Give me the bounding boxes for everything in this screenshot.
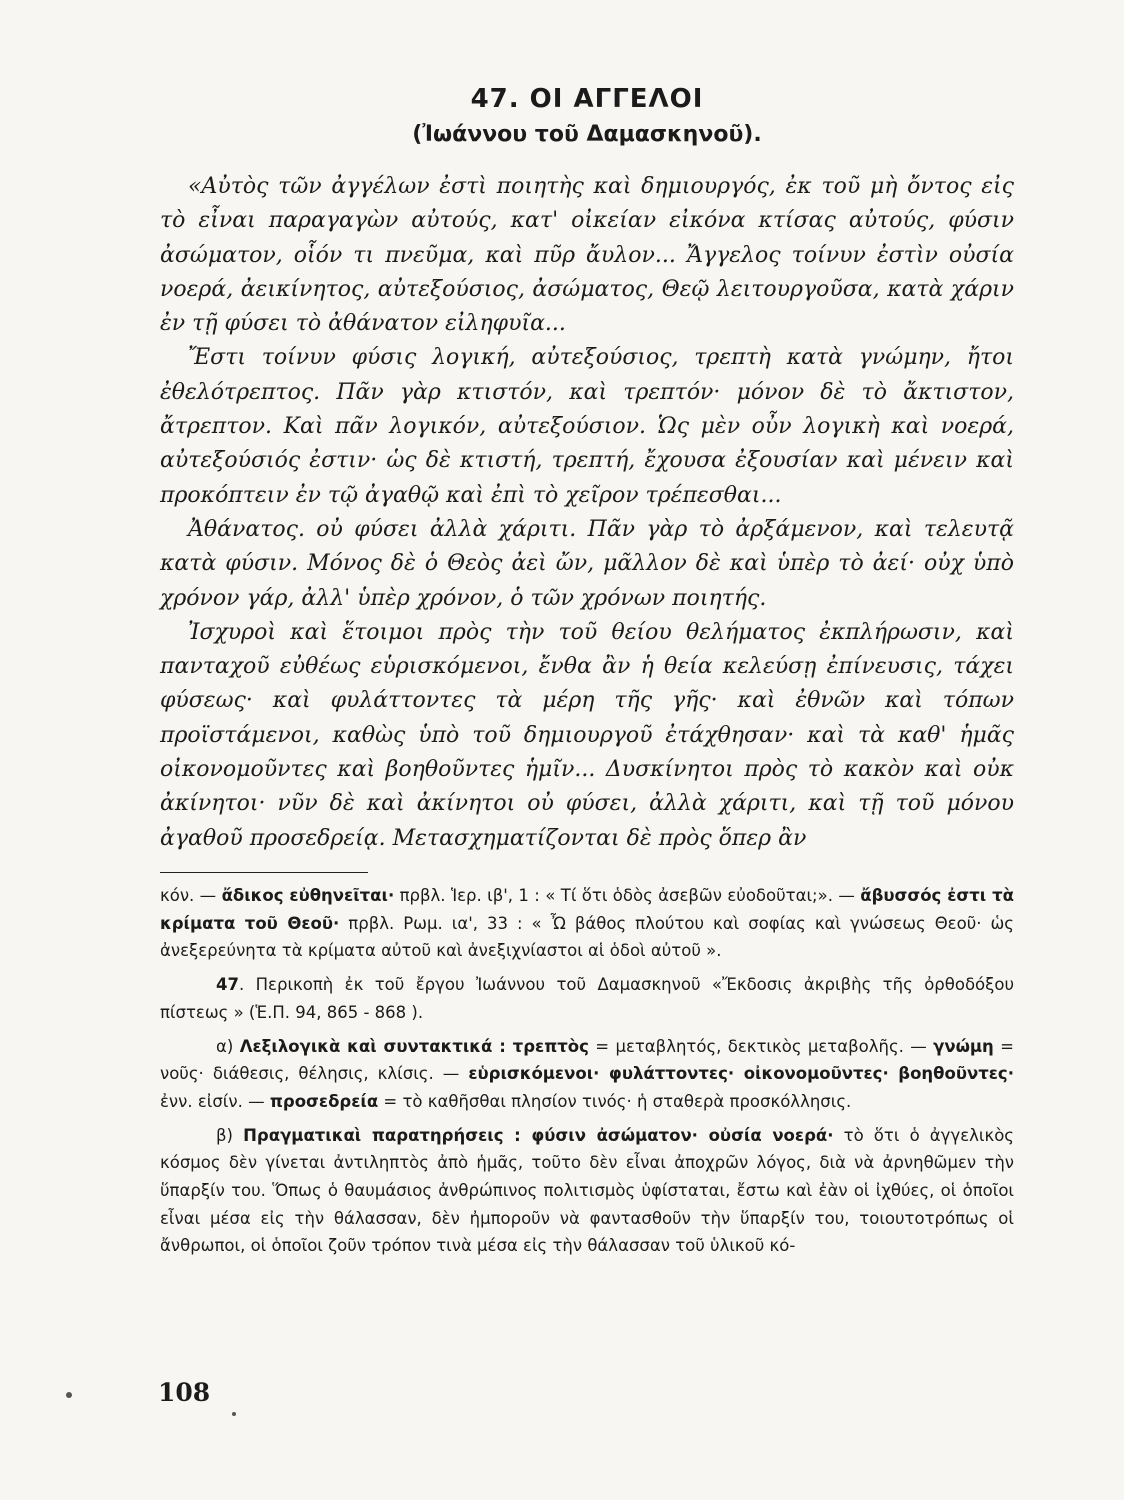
note-lexical: α) Λεξιλογικὰ καὶ συντακτικά : τρεπτὸς = μεταβλητός, δεκτικὸς μεταβολῆς. — γνώμη = νοῦς· διάθεσις, θέλησις, κλίσις. — εὑρισκόμενοι· φυλάττοντες· οἰκονομοῦντες· βοηθοῦντες· ἐνν. εἰσίν. — προσεδρεία = τὸ καθῆσθαι πλησίον τινός· ἡ σταθερὰ προσκόλλησις.: [160, 1036, 1014, 1111]
note-number: 47: [216, 975, 239, 995]
scan-dot: [232, 1412, 236, 1416]
commentary: [160, 882, 1014, 1260]
term: ἄδικος εὐθηνεῖται·: [221, 886, 395, 905]
note-factual: β) Πραγματικαὶ παρατηρήσεις : φύσιν ἀσώματον· οὐσία νοερά· τὸ ὅτι ὁ ἀγγελικὸς κόσμος δὲν γίνεται ἀντιληπτὸς ἀπὸ ἡμᾶς, τοῦτο δὲν εἶναι ἀποχρῶν λόγος, διὰ νὰ ἀρνηθῶμεν τὴν ὕπαρξίν του. Ὅπως ὁ θαυμάσιος ἀνθρώπινος πολιτισμὸς ὑφίσταται, ἔστω καὶ ἐὰν οἱ ἰχθύες, οἱ ὁποῖοι εἶναι μέσα εἰς τὴν θάλασσαν, δὲν ἠμποροῦν νὰ φαντασθοῦν τὴν ὕπαρξίν του, τοιουτοτρόπως οἱ ἄνθρωποι, οἱ ὁποῖοι ζοῦν τρόπον τινὰ μέσα εἰς τὴν θάλασσαν τοῦ ὑλικοῦ κό-: [160, 1125, 1014, 1256]
paragraph: Ἔστι τοίνυν φύσις λογική, αὐτεξούσιος, τρεπτὴ κατὰ γνώμην, ἤτοι ἐθελότρεπτος. Πᾶν γὰρ κτιστόν, καὶ τρεπτόν· μόνον δὲ τὸ ἄκτιστον, ἄτρεπτον. Καὶ πᾶν λογικόν, αὐτεξούσιον. Ὡς μὲν οὖν λογικὴ καὶ νοερά, αὐτεξούσιός ἐστιν· ὡς δὲ κτιστή, τρεπτή, ἔχουσα ἐξουσίαν καὶ μένειν καὶ προκόπτειν ἐν τῷ ἀγαθῷ καὶ ἐπὶ τὸ χεῖρον τρέπεσθαι...: [160, 345, 1014, 508]
chapter-title: 47. ΟΙ ΑΓΓΕΛΟΙ: [470, 84, 704, 114]
term: εὑρισκόμενοι· φυλάττοντες· οἰκονομοῦντες· βοηθοῦντες·: [468, 1064, 1014, 1084]
main-text: [160, 170, 1014, 856]
page-number: 108: [158, 1378, 211, 1407]
term: ἄβυσσός ἐστι τὰ κρίματα τοῦ Θεοῦ·: [160, 886, 1014, 933]
term: Πραγματικαὶ παρατηρήσεις : φύσιν ἀσώματον· οὐσία νοερά·: [243, 1125, 834, 1145]
paragraph: Ἀθάνατος. οὐ φύσει ἀλλὰ χάριτι. Πᾶν γὰρ τὸ ἀρξάμενον, καὶ τελευτᾷ κατὰ φύσιν. Μόνος δὲ ὁ Θεὸς ἀεὶ ὤν, μᾶλλον δὲ καὶ ὑπὲρ τὸ ἀεί· οὐχ ὑπὸ χρόνον γάρ, ἀλλ' ὑπὲρ χρόνον, ὁ τῶν χρόνων ποιητής.: [160, 516, 1014, 611]
scan-dot: [66, 1392, 72, 1398]
paragraph: «Αὐτὸς τῶν ἀγγέλων ἐστὶ ποιητὴς καὶ δημιουργός, ἐκ τοῦ μὴ ὄντος εἰς τὸ εἶναι παραγαγὼν αὐτούς, κατ' οἰκείαν εἰκόνα κτίσας αὐτούς, φύσιν ἀσώματον, οἷόν τι πνεῦμα, καὶ πῦρ ἄυλον... Ἄγγελος τοίνυν ἐστὶν οὐσία νοερά, ἀεικίνητος, αὐτεξούσιος, ἀσώματος, Θεῷ λειτουργοῦσα, κατὰ χάριν ἐν τῇ φύσει τὸ ἀθάνατον εἰληφυῖα...: [160, 174, 1014, 337]
term: γνώμη: [933, 1036, 994, 1056]
paragraph: Ἰσχυροὶ καὶ ἕτοιμοι πρὸς τὴν τοῦ θείου θελήματος ἐκπλήρωσιν, καὶ πανταχοῦ εὐθέως εὑρισκόμενοι, ἔνθα ἂν ἡ θεία κελεύσῃ ἐπίνευσις, τάχει φύσεως· καὶ φυλάττοντες τὰ μέρη τῆς γῆς· καὶ ἐθνῶν καὶ τόπων προϊστάμενοι, καθὼς ὑπὸ τοῦ δημιουργοῦ ἐτάχθησαν· καὶ τὰ καθ' ἡμᾶς οἰκονομοῦντες καὶ βοηθοῦντες ἡμῖν... Δυσκίνητοι πρὸς τὸ κακὸν καὶ οὐκ ἀκίνητοι· νῦν δὲ καὶ ἀκίνητοι οὐ φύσει, ἀλλὰ χάριτι, καὶ τῇ τοῦ μόνου ἀγαθοῦ προσεδρείᾳ. Μετασχηματίζονται δὲ πρὸς ὅπερ ἂν: [160, 619, 1014, 851]
footnote-divider: [160, 872, 368, 873]
note-continuation: κόν. — ἄδικος εὐθηνεῖται· πρβλ. Ἱερ. ιβ', 1 : « Τί ὅτι ὁδὸς ἀσεβῶν εὐοδοῦται;». — ἄβυσσός ἐστι τὰ κρίματα τοῦ Θεοῦ· πρβλ. Ρωμ. ια', 33 : « Ὦ βάθος πλούτου καὶ σοφίας καὶ γνώσεως Θεοῦ· ὡς ἀνεξερεύνητα τὰ κρίματα αὐτοῦ καὶ ἀνεξιχνίαστοι αἱ ὁδοὶ αὐτοῦ ».: [160, 886, 1014, 961]
chapter-subtitle: (Ἰωάννου τοῦ Δαμασκηνοῦ).: [412, 122, 762, 147]
note-source: 47. Περικοπὴ ἐκ τοῦ ἔργου Ἰωάννου τοῦ Δαμασκηνοῦ «Ἔκδοσις ἀκριβὴς τῆς ὀρθοδόξου πίστεως » (Ἑ.Π. 94, 865 - 868 ).: [160, 975, 1014, 1022]
chapter-heading: [160, 84, 1014, 147]
term: Λεξιλογικὰ καὶ συντακτικά : τρεπτὸς: [239, 1036, 589, 1056]
term: προσεδρεία: [269, 1091, 379, 1111]
